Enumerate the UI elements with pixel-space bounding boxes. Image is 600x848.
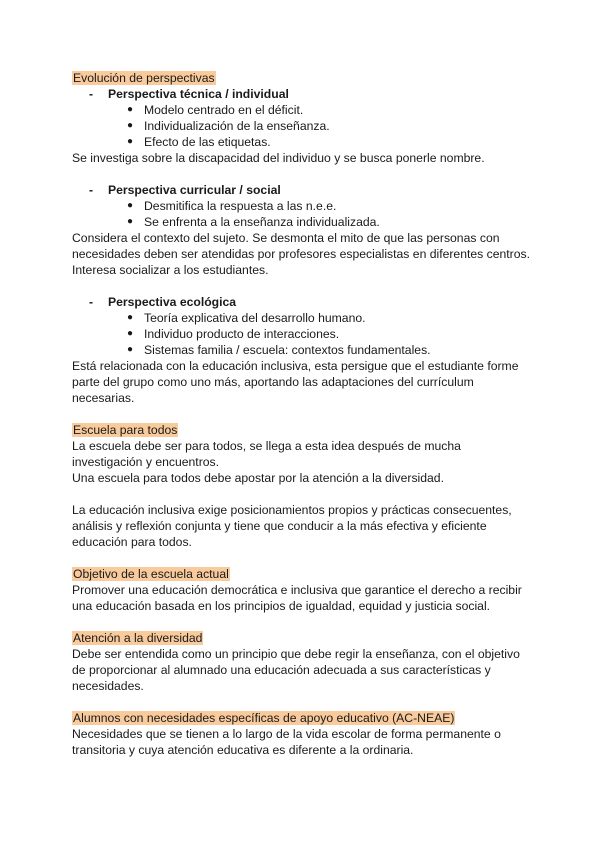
subheading-curricular: - Perspectiva curricular / social (89, 183, 281, 197)
paragraph-line: Está relacionada con la educación inclusiva, esta persigue que el estudiante forme (72, 359, 519, 373)
section-heading-evolucion: Evolución de perspectivas (73, 71, 215, 85)
paragraph-line: Promover una educación democrática e inclusiva que garantice el derecho a recibir (72, 583, 522, 597)
paragraph-line: análisis y reflexión conjunta y tiene que conducir a la más efectiva y eficiente (72, 519, 487, 533)
section-heading-atencion: Atención a la diversidad (73, 631, 203, 645)
section-heading-acneae: Alumnos con necesidades específicas de apoyo educativo (AC-NEAE) (73, 711, 455, 725)
subheading-tecnica: - Perspectiva técnica / individual (89, 87, 289, 101)
paragraph-line: Se investiga sobre la discapacidad del individuo y se busca ponerle nombre. (72, 151, 485, 165)
paragraph-line: La escuela debe ser para todos, se llega a esta idea después de mucha (72, 439, 461, 453)
paragraph-line: de proporcionar al alumnado una educación adecuada a sus características y (72, 663, 491, 677)
list-item: ● Se enfrenta a la enseñanza individualizada. (127, 215, 380, 229)
paragraph-line: Considera el contexto del sujeto. Se desmonta el mito de que las personas con (72, 231, 500, 245)
list-item: ● Efecto de las etiquetas. (127, 135, 271, 149)
section-heading-objetivo: Objetivo de la escuela actual (73, 567, 229, 581)
paragraph-line: La educación inclusiva exige posicionamientos propios y prácticas consecuentes, (72, 503, 512, 517)
paragraph-line: educación para todos. (72, 535, 192, 549)
list-item: ● Teoría explicativa del desarrollo humano. (127, 311, 366, 325)
paragraph-line: necesidades deben ser atendidas por profesores especialistas en diferentes centros. (72, 247, 530, 261)
paragraph-line: una educación basada en los principios de igualdad, equidad y justicia social. (72, 599, 491, 613)
paragraph-line: transitoria y cuya atención educativa es diferente a la ordinaria. (72, 743, 414, 757)
paragraph-line: investigación y encuentros. (72, 455, 220, 469)
paragraph-line: Una escuela para todos debe apostar por la atención a la diversidad. (72, 471, 444, 485)
subheading-ecologica: - Perspectiva ecológica (89, 295, 237, 309)
paragraph-line: necesarias. (72, 391, 135, 405)
section-heading-escuela: Escuela para todos (73, 423, 178, 437)
list-item: ● Sistemas familia / escuela: contextos fundamentales. (127, 343, 431, 357)
paragraph-line: necesidades. (72, 679, 144, 693)
list-item: ● Desmitifica la respuesta a las n.e.e. (127, 199, 337, 213)
list-item: ● Modelo centrado en el déficit. (127, 103, 304, 117)
paragraph-line: Interesa socializar a los estudiantes. (72, 263, 269, 277)
paragraph-line: Debe ser entendida como un principio que debe regir la enseñanza, con el objetivo (72, 647, 520, 661)
paragraph-line: parte del grupo como uno más, aportando las adaptaciones del currículum (72, 375, 474, 389)
list-item: ● Individuo producto de interacciones. (127, 327, 340, 341)
document-body (72, 70, 532, 758)
list-item: ● Individualización de la enseñanza. (127, 119, 330, 133)
paragraph-line: Necesidades que se tienen a lo largo de la vida escolar de forma permanente o (72, 727, 501, 741)
